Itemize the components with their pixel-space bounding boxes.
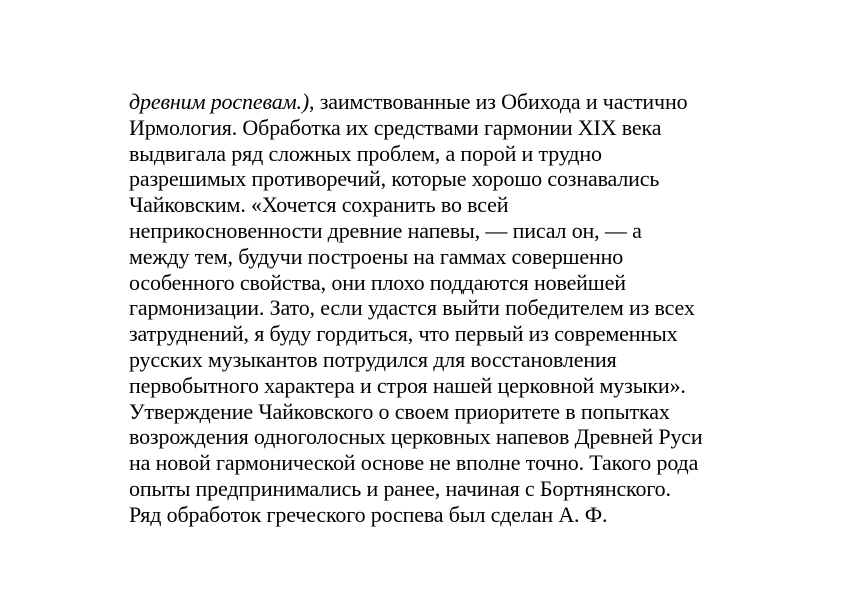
italic-fragment: древним роспевам.) <box>129 89 309 114</box>
text-line-7: между тем, будучи построены на гаммах совершенно <box>129 243 624 269</box>
text-line-2: Ирмология. Обработка их средствами гармонии XIX века <box>129 114 662 140</box>
text-line-10: затруднений, я буду гордиться, что первый из современных <box>129 321 678 347</box>
text-line-5: Чайковским. «Хочется сохранить во всей <box>129 192 509 218</box>
text-line-6: неприкосновенности древние напевы, — писал он, — а <box>129 217 642 243</box>
text-line-4: разрешимых противоречий, которые хорошо сознавались <box>129 166 660 192</box>
text-line-1 <box>129 89 729 115</box>
text-line-13: Утверждение Чайковского о своем приоритете в попытках <box>129 398 670 424</box>
text-line-14: возрождения одноголосных церковных напевов Древней Руси <box>129 424 703 450</box>
text-fragment: , заимствованные из Обихода и частично <box>309 89 688 114</box>
text-line-12: первобытного характера и строя нашей церковной музыки». <box>129 372 686 398</box>
text-line-17: Ряд обработок греческого роспева был сделан А. Ф. <box>129 501 608 527</box>
text-line-15: на новой гармонической основе не вполне точно. Такого рода <box>129 450 699 476</box>
text-line-3: выдвигала ряд сложных проблем, а порой и трудно <box>129 140 602 166</box>
text-line-16: опыты предпринимались и ранее, начиная с Бортнянского. <box>129 475 671 501</box>
text-line-9: гармонизации. Зато, если удастся выйти победителем из всех <box>129 295 695 321</box>
text-line-11: русских музыкантов потрудился для восстановления <box>129 346 617 372</box>
body-text <box>129 89 729 528</box>
text-line-8: особенного свойства, они плохо поддаются новейшей <box>129 269 626 295</box>
